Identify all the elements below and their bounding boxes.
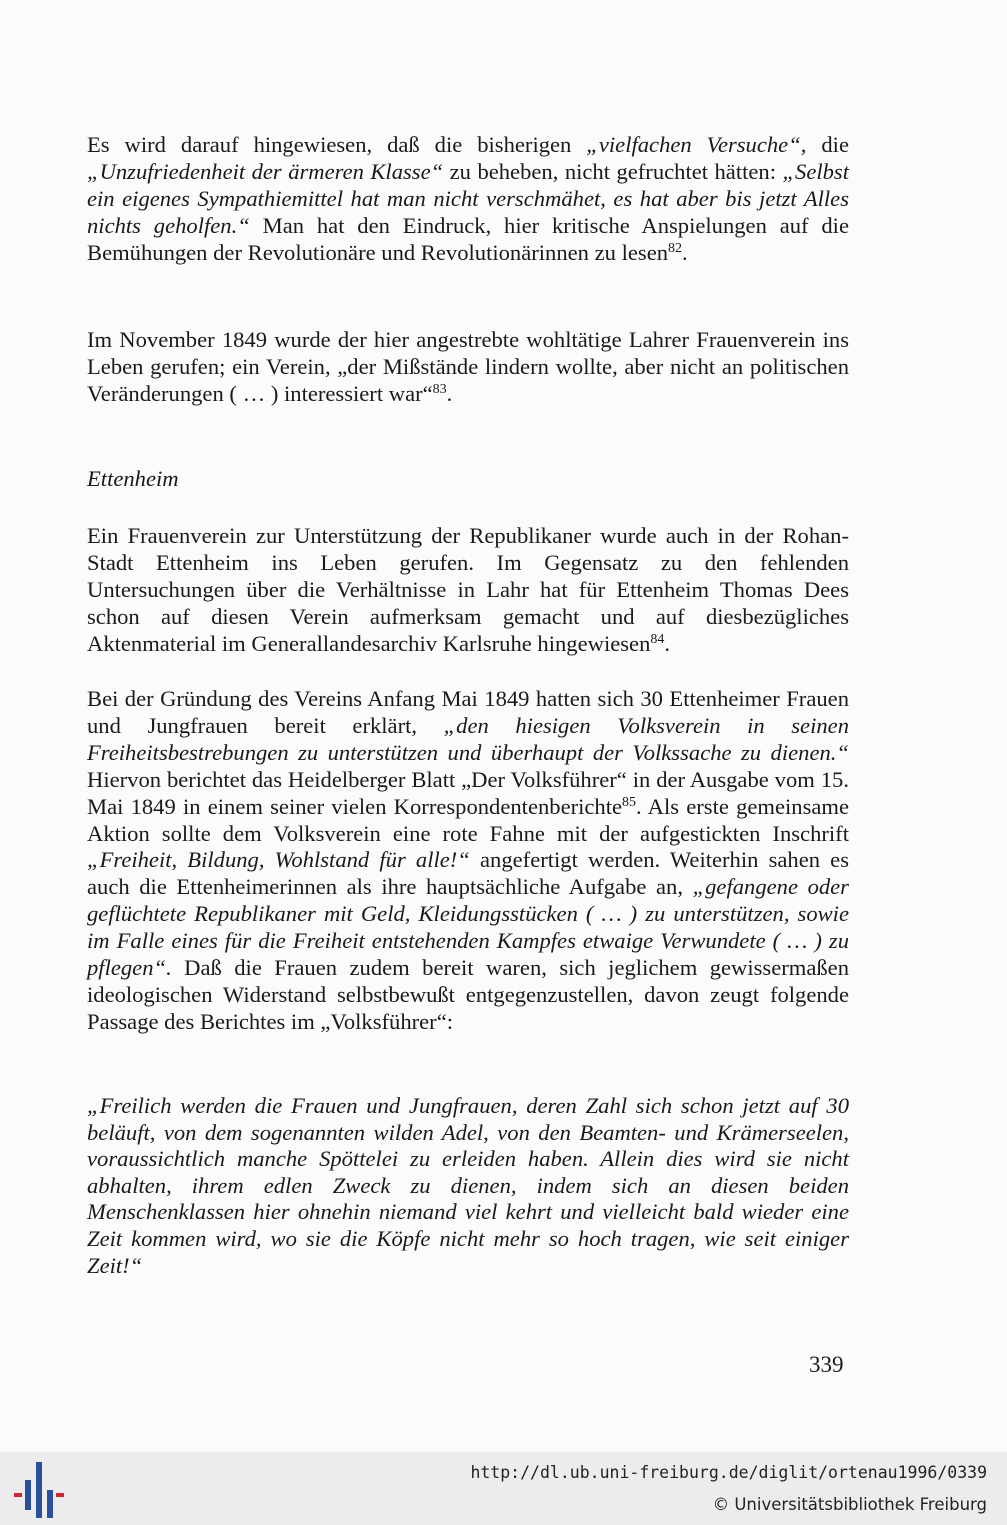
ub-freiburg-logo-icon [14,1462,64,1518]
section-heading-ettenheim: Ettenheim [87,466,179,491]
footnote-ref-82: 82 [668,240,683,256]
paragraph-4-text: Bei der Gründung des Vereins Anfang Mai 1849 hatten sich 30 Ettenheimer Frauen und Jungfrauen bereit erklärt, [87,686,849,738]
paragraph-1-italic-2: „Unzufriedenheit der ärmeren Klasse“ [87,158,444,184]
paragraph-4-italic-3: „gefangene oder geflüchtete Republikaner mit Geld, Kleidungsstücken ( … ) zu unterstützen, sowie im Falle eines für die Freiheit entstehenden Kampfes etwaige Verwundete ( … ) zu pflegen“. [87,874,849,981]
paragraph-3-text: Ein Frauenverein zur Unterstützung der Republikaner wurde auch in der Rohan-Stadt Ettenheim ins Leben gerufen. Im Gegensatz zu den fehlenden Untersuchungen über die Verhältnisse in Lahr hat für Ettenheim Thomas Dees schon auf diesen Verein aufmerksam gemacht und auf diesbezügliches Aktenmaterial im Generallandesarchiv Karlsruhe hingewiesen [87,523,849,656]
paragraph-3 [87,523,849,658]
copyright-text: © Universitätsbibliothek Freiburg [712,1495,987,1514]
paragraph-2-text: . [446,380,453,406]
paragraph-1 [87,132,849,267]
paragraph-4-text: angefertigt werden. Weiterhin sahen es auch die Ettenheimerinnen als ihre hauptsächliche Aufgabe an, [87,847,849,900]
paragraph-1-text: Es wird darauf hingewiesen, daß die bisherigen [87,132,587,157]
paragraph-4-text: Hiervon berichtet das Heidelberger Blatt „Der Volksführer“ in der Ausgabe vom 15. Mai 1849 in einem seiner vielen Korrespondentenberichte [87,766,849,819]
footnote-ref-85: 85 [622,794,637,810]
paragraph-1-text: . [682,239,688,265]
block-quote: „Freilich werden die Frauen und Jungfrauen, deren Zahl sich schon jetzt auf 30 beläuft, von dem sogenannten wilden Adel, von den Beamten- und Krämerseelen, voraussichtlich manche Spöttelei zu erleiden haben. Allein dies wird sie nicht abhalten, ihrem edlen Zweck zu dienen, indem sich an diesen beiden Menschenklassen hier ohnehin niemand viel kehrt und vielleicht bald wieder eine Zeit kommen wird, wo sie die Köpfe nicht mehr so hoch tragen, wie seit einiger Zeit!“ [87,1093,849,1278]
paragraph-3-text: . [664,630,671,656]
paragraph-4-italic-2: „Freiheit, Bildung, Wohlstand für alle!“ [87,847,470,873]
page-number: 339 [809,1352,844,1377]
paragraph-4-text: Daß die Frauen zudem bereit waren, sich jeglichem gewissermaßen ideologischen Widerstand selbstbewußt entgegenzustellen, davon zeugt folgende Passage des Berichtes im „Volksführer“: [87,955,849,1034]
paragraph-2 [87,327,849,408]
paragraph-2-text: Im November 1849 wurde der hier angestrebte wohltätige Lahrer Frauenverein ins Leben gerufen; ein Verein, „der Mißstände lindern wollte, aber nicht an politischen Veränderungen ( … ) interessiert war“ [87,327,849,406]
footer-bar [0,1452,1007,1525]
paragraph-4 [87,686,849,1036]
footnote-ref-84: 84 [650,631,665,647]
paragraph-1-italic-3: „Selbst ein eigenes Sympathiemittel hat man nicht verschmähet, es hat aber bis jetzt Alles nichts geholfen.“ [87,158,849,238]
paragraph-1-text: zu beheben, nicht gefruchtet hätten: [443,158,783,184]
paragraph-1-italic-1: „vielfachen Versuche“, [586,132,807,157]
paragraph-1-text: die [806,132,849,157]
paragraph-4-italic-1: „den hiesigen Volksverein in seinen Freiheitsbestrebungen zu unterstützen und überhaupt der Volkssache zu dienen.“ [87,712,849,765]
paragraph-4-text: . Als erste gemeinsame Aktion sollte dem Volksverein eine rote Fahne mit der aufgestickten Inschrift [87,793,849,846]
paragraph-1-text: Man hat den Eindruck, hier kritische Anspielungen auf die Bemühungen der Revolutionäre und Revolutionärinnen zu lesen [87,212,849,265]
source-url-link[interactable]: http://dl.ub.uni-freiburg.de/diglit/ortenau1996/0339 [470,1463,987,1482]
footnote-ref-83: 83 [432,381,447,397]
